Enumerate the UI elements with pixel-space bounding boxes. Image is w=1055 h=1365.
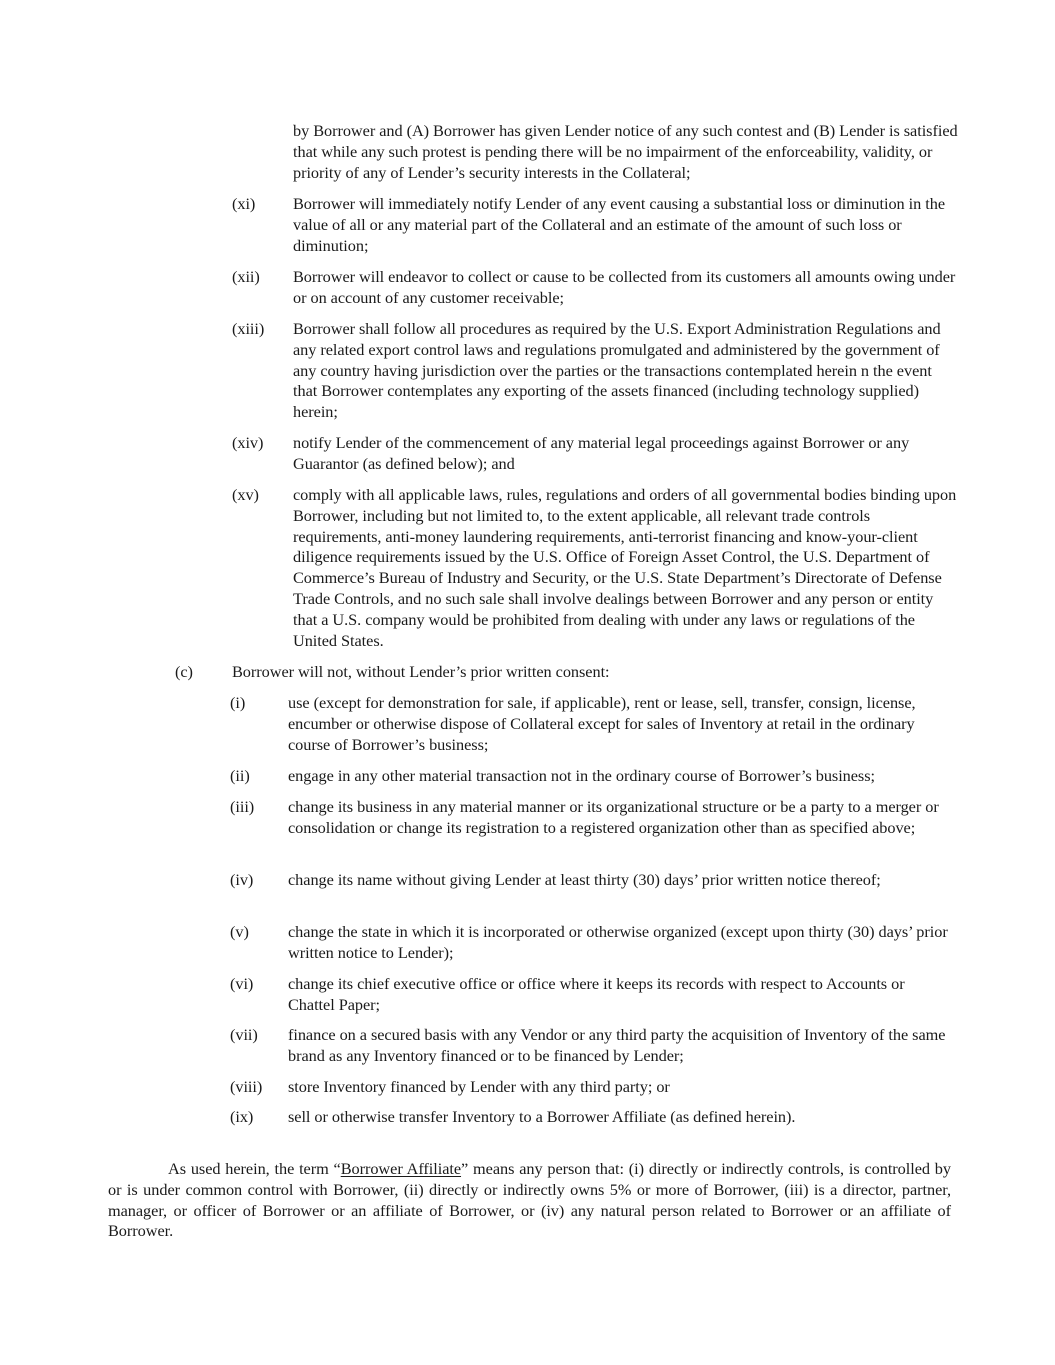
sub-item-ix [230, 1107, 955, 1128]
list-item-xi [232, 194, 957, 256]
item-text: use (except for demonstration for sale, if applicable), rent or lease, sell, transfer, consign, license, encumber or otherwise dispose of Collateral except for sales of Inventory at retail in the ordinary course of Borrower’s business; [288, 693, 916, 754]
item-label: (ix) [230, 1107, 254, 1126]
item-label: (vi) [230, 974, 254, 993]
list-item-xiii [232, 319, 957, 423]
definition-suffix: ” means any person that: (i) directly or indirectly controls, is controlled by or is under common control with Borrower, (ii) directly or indirectly owns 5% or more of Borrower, (iii) is a director, partner, manager, or officer of Borrower or an affiliate of Borrower, or (iv) any natural person related to Borrower or an affiliate of Borrower. [108, 1159, 951, 1241]
sub-item-vi [230, 974, 955, 1016]
item-text: finance on a secured basis with any Vendor or any third party the acquisition of Inventory of the same brand as any Inventory financed or to be financed by Lender; [288, 1025, 946, 1065]
item-text: notify Lender of the commencement of any material legal proceedings against Borrower or any Guarantor (as defined below); and [293, 433, 910, 473]
item-text: sell or otherwise transfer Inventory to a Borrower Affiliate (as defined herein). [288, 1107, 796, 1126]
sub-item-vii [230, 1025, 955, 1067]
list-item-xiv [232, 433, 957, 475]
definition-paragraph [108, 1159, 951, 1242]
item-label: (xv) [232, 485, 259, 504]
section-label: (c) [175, 662, 193, 681]
list-item-xv [232, 485, 957, 651]
item-label: (viii) [230, 1077, 263, 1096]
item-text: change its name without giving Lender at least thirty (30) days’ prior written notice thereof; [288, 870, 881, 889]
definition-prefix: As used herein, the term “ [168, 1159, 341, 1178]
item-label: (vii) [230, 1025, 258, 1044]
continuation-paragraph: by Borrower and (A) Borrower has given Lender notice of any such contest and (B) Lender is satisfied that while any such protest is pending there will be no impairment of the enforceability, validity, or priority of any of Lender’s security interests in the Collateral; [293, 121, 958, 182]
item-label: (v) [230, 922, 249, 941]
section-c-heading [175, 662, 965, 683]
sub-item-iii [230, 797, 955, 839]
item-label: (xi) [232, 194, 256, 213]
sub-item-ii [230, 766, 955, 787]
item-label: (ii) [230, 766, 250, 785]
item-text: change the state in which it is incorporated or otherwise organized (except upon thirty (30) days’ prior written notice to Lender); [288, 922, 948, 962]
item-text: Borrower shall follow all procedures as required by the U.S. Export Administration Regulations and any related export control laws and regulations promulgated and administered by the government of any country having jurisdiction over the parties or the transactions contemplated herein n the event that Borrower contemplates any exporting of the assets financed (including technology supplied) herein; [293, 319, 941, 422]
item-text: store Inventory financed by Lender with any third party; or [288, 1077, 670, 1096]
item-label: (xiii) [232, 319, 265, 338]
item-text: change its chief executive office or office where it keeps its records with respect to Accounts or Chattel Paper; [288, 974, 905, 1014]
item-text: Borrower will endeavor to collect or cause to be collected from its customers all amounts owing under or on account of any customer receivable; [293, 267, 956, 307]
item-label: (xiv) [232, 433, 264, 452]
item-label: (iv) [230, 870, 254, 889]
sub-item-viii [230, 1077, 955, 1098]
item-label: (xii) [232, 267, 260, 286]
sub-item-iv [230, 870, 955, 891]
item-text: comply with all applicable laws, rules, regulations and orders of all governmental bodies binding upon Borrower, including but not limited to, to the extent applicable, all relevant trade controls requirements, anti-money laundering requirements, anti-terrorist financing and know-your-client diligence requirements issued by the U.S. Office of Foreign Asset Control, the U.S. Department of Commerce’s Bureau of Industry and Security, or the U.S. State Department’s Directorate of Defense Trade Controls, and no such sale shall involve dealings between Borrower and any person or entity that a U.S. company would be prohibited from dealing with under any laws or regulations of the United States. [293, 485, 957, 650]
sub-item-i [230, 693, 955, 755]
item-label: (i) [230, 693, 246, 712]
list-item-xii [232, 267, 957, 309]
item-text: engage in any other material transaction not in the ordinary course of Borrower’s business; [288, 766, 875, 785]
item-text: Borrower will immediately notify Lender of any event causing a substantial loss or diminution in the value of all or any material part of the Collateral and an estimate of the amount of such loss or diminution; [293, 194, 945, 255]
defined-term: Borrower Affiliate [340, 1159, 462, 1178]
section-text: Borrower will not, without Lender’s prior written consent: [232, 662, 610, 681]
sub-item-v [230, 922, 955, 964]
item-text: change its business in any material manner or its organizational structure or be a party to a merger or consolidation or change its registration to a registered organization other than as specified above; [288, 797, 939, 837]
item-label: (iii) [230, 797, 255, 816]
